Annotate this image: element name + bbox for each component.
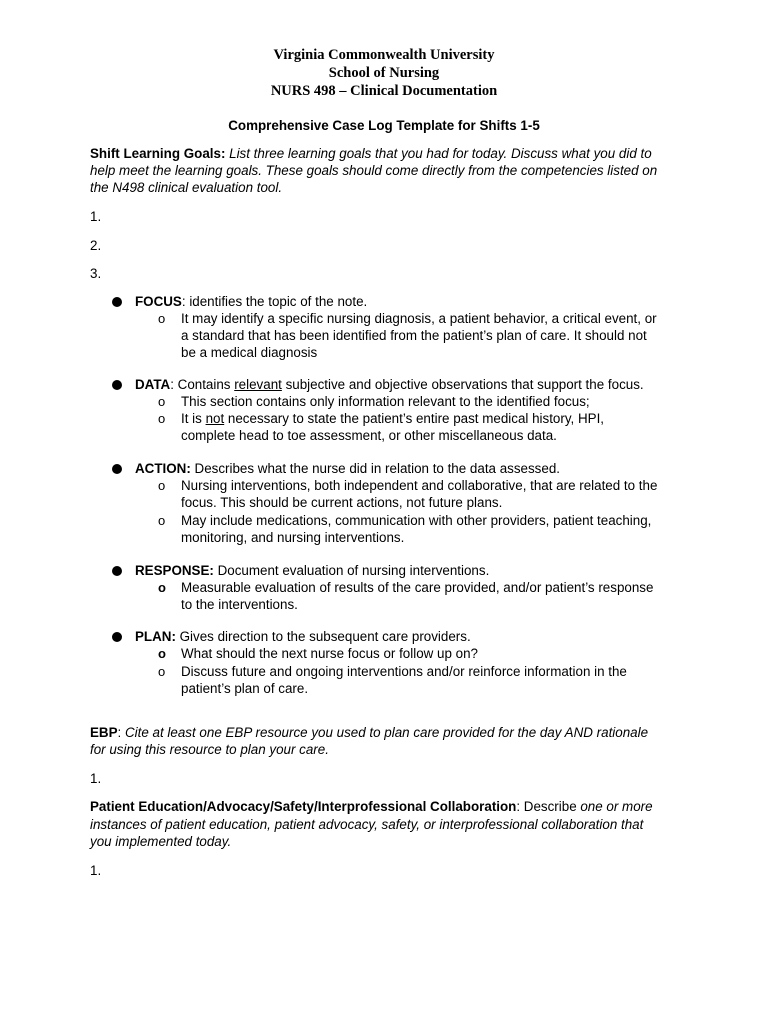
goal-number-3: 3. (90, 266, 102, 281)
data-sub-line-1: This section contains only information relevant to the identified focus; (181, 394, 590, 409)
goal-number-2: 2. (90, 238, 102, 253)
response-bullet (112, 566, 122, 576)
learning-goals-line-1 (90, 145, 652, 162)
data-description-end: subjective and objective observations that support the focus. (281, 377, 644, 392)
data-sub2-start: It is (181, 411, 206, 426)
focus-description: : identifies the topic of the note. (181, 294, 368, 309)
patient-education-line-3: you implemented today. (90, 834, 232, 849)
data-label: DATA (135, 377, 171, 392)
action-label: ACTION: (135, 461, 191, 476)
plan-description: Gives direction to the subsequent care providers. (175, 629, 471, 644)
patient-education-line-2: instances of patient education, patient advocacy, safety, or interprofessional collaboration that (90, 817, 644, 832)
ebp-colon: : (117, 725, 122, 740)
learning-goals-line-3: the N498 clinical evaluation tool. (90, 180, 283, 195)
focus-label: FOCUS (135, 294, 182, 309)
action-sub2-line-2: monitoring, and nursing interventions. (181, 530, 405, 545)
data-sub-line-2 (181, 410, 604, 427)
data-description-underlined: relevant (234, 377, 282, 392)
patient-education-describe: : Describe (516, 799, 581, 814)
action-sub-marker-1: o (158, 478, 166, 493)
document-subtitle: Comprehensive Case Log Template for Shifts 1-5 (228, 118, 540, 133)
plan-sub-marker-1: o (158, 646, 166, 661)
plan-sub2-line-1: Discuss future and ongoing interventions and/or reinforce information in the (181, 664, 627, 679)
action-bullet (112, 464, 122, 474)
ebp-number-1: 1. (90, 771, 102, 786)
plan-heading (135, 628, 471, 645)
action-heading (135, 460, 560, 477)
action-sub1-line-1: Nursing interventions, both independent and collaborative, that are related to the (181, 478, 658, 493)
ebp-line-1 (90, 724, 648, 741)
course-title: NURS 498 – Clinical Documentation (270, 83, 498, 99)
plan-bullet (112, 632, 122, 642)
data-sub2-underlined: not (205, 411, 225, 426)
data-sub-marker-1: o (158, 394, 166, 409)
plan-sub1-line: What should the next nurse focus or follow up on? (181, 646, 479, 661)
data-bullet (112, 380, 122, 390)
patient-education-line-1 (90, 798, 653, 815)
learning-goals-line-2: help meet the learning goals. These goals should come directly from the competencies listed on (90, 163, 658, 178)
learning-goals-label: Shift Learning Goals: (90, 146, 226, 161)
plan-label: PLAN: (135, 629, 176, 644)
data-description-start: : Contains (170, 377, 235, 392)
data-sub-marker-2: o (158, 411, 166, 426)
ebp-instructions: Cite at least one EBP resource you used to plan care provided for the day AND rationale (121, 725, 649, 740)
response-sub-marker: o (158, 580, 166, 595)
response-sub-line-1: Measurable evaluation of results of the care provided, and/or patient’s response (181, 580, 654, 595)
focus-sub-marker: o (158, 311, 166, 326)
response-heading (135, 562, 489, 579)
patient-education-label: Patient Education/Advocacy/Safety/Interprofessional Collaboration (90, 799, 517, 814)
focus-heading (135, 293, 367, 310)
ebp-label: EBP (90, 725, 118, 740)
focus-sub-line-3: be a medical diagnosis (181, 345, 318, 360)
goal-number-1: 1. (90, 209, 102, 224)
patient-education-number-1: 1. (90, 863, 102, 878)
focus-sub-line-1: It may identify a specific nursing diagnosis, a patient behavior, a critical event, or (181, 311, 657, 326)
action-description: Describes what the nurse did in relation to the data assessed. (190, 461, 560, 476)
action-sub2-line-1: May include medications, communication with other providers, patient teaching, (181, 513, 652, 528)
university-name: Virginia Commonwealth University (273, 47, 495, 63)
data-sub2-end: necessary to state the patient’s entire past medical history, HPI, (224, 411, 605, 426)
data-heading (135, 376, 644, 393)
response-sub-line-2: to the interventions. (181, 597, 298, 612)
learning-goals-instructions: List three learning goals that you had for today. Discuss what you did to (225, 146, 652, 161)
patient-education-instructions: one or more (580, 799, 653, 814)
action-sub-marker-2: o (158, 513, 166, 528)
data-sub-line-3: complete head to toe assessment, or other miscellaneous data. (181, 428, 557, 443)
action-sub1-line-2: focus. This should be current actions, not future plans. (181, 495, 503, 510)
plan-sub2-line-2: patient’s plan of care. (181, 681, 309, 696)
ebp-line-2: for using this resource to plan your care. (90, 742, 329, 757)
school-name: School of Nursing (328, 65, 440, 81)
focus-bullet (112, 297, 122, 307)
focus-sub-line-2: a standard that has been identified from the patient’s plan of care. It should not (181, 328, 647, 343)
plan-sub-marker-2: o (158, 664, 166, 679)
response-description: Document evaluation of nursing interventions. (213, 563, 490, 578)
response-label: RESPONSE: (135, 563, 214, 578)
